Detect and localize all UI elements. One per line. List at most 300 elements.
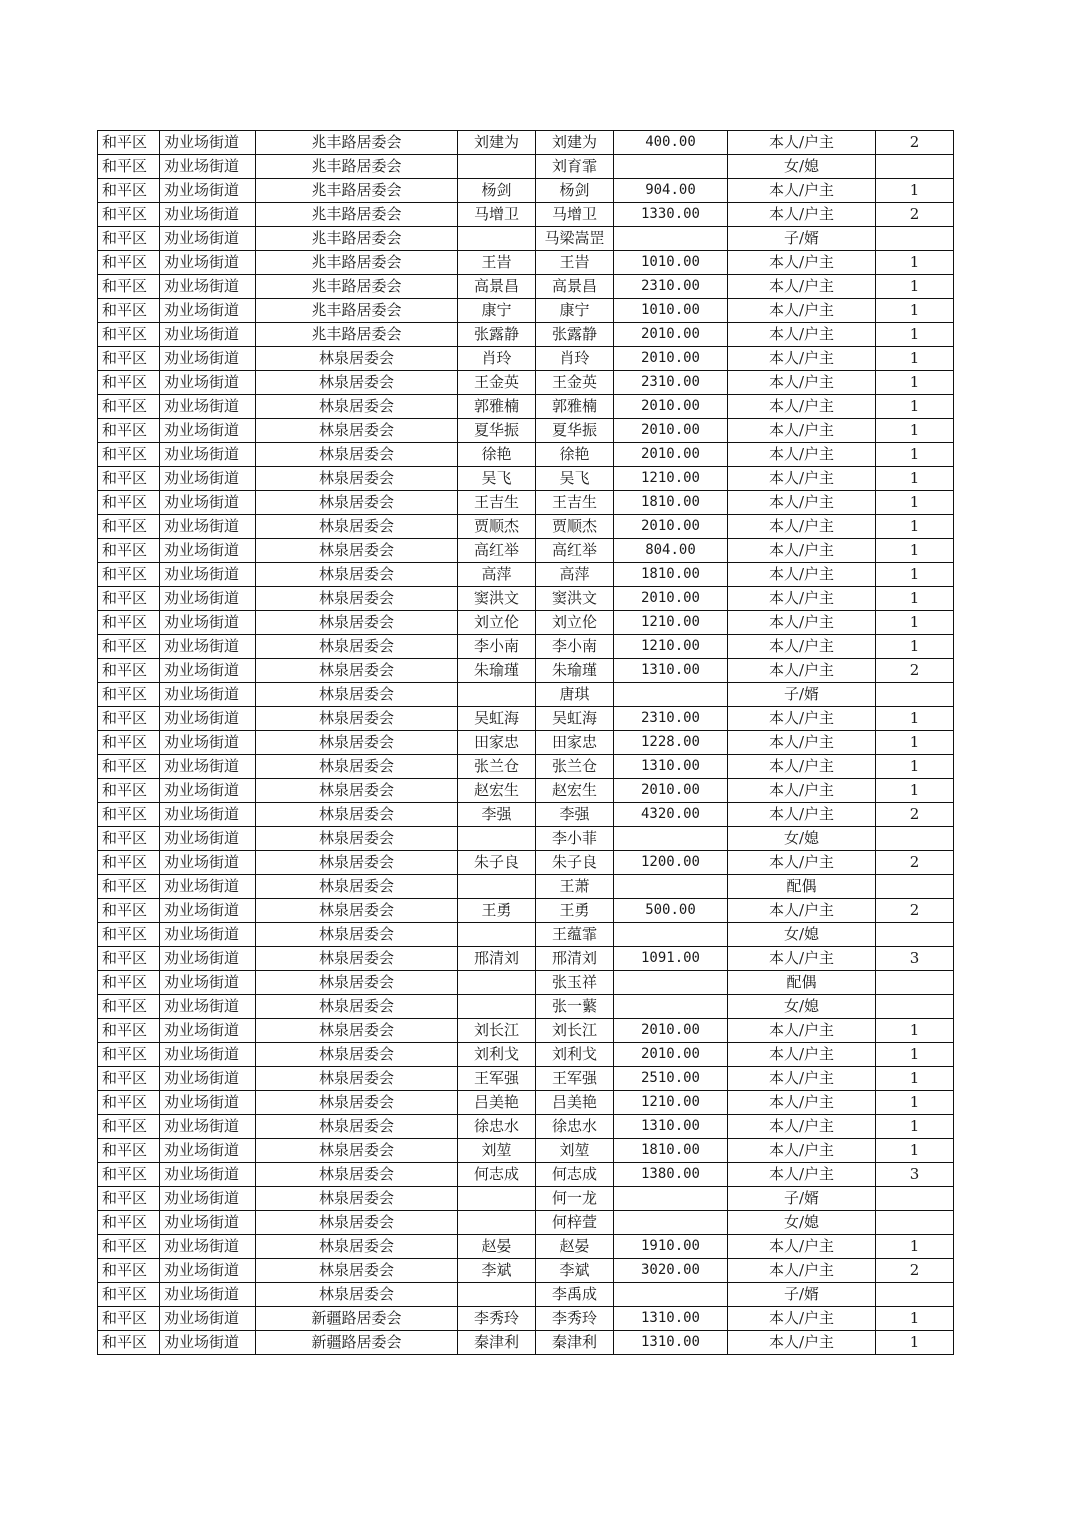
member-count-cell: 1 (876, 347, 954, 371)
member-count-cell: 1 (876, 1019, 954, 1043)
committee-cell: 林泉居委会 (256, 971, 458, 995)
household-head-cell: 窦洪文 (458, 587, 536, 611)
member-count-cell: 1 (876, 1331, 954, 1355)
household-head-cell: 王金英 (458, 371, 536, 395)
table-row (98, 1163, 954, 1187)
household-head-cell: 刘堃 (458, 1139, 536, 1163)
district-cell: 和平区 (98, 419, 160, 443)
committee-cell: 林泉居委会 (256, 923, 458, 947)
street-cell: 劝业场街道 (160, 731, 256, 755)
street-cell: 劝业场街道 (160, 203, 256, 227)
committee-cell: 林泉居委会 (256, 491, 458, 515)
member-count-cell: 1 (876, 587, 954, 611)
table-row (98, 227, 954, 251)
table-row (98, 827, 954, 851)
street-cell: 劝业场街道 (160, 611, 256, 635)
amount-cell: 1091.00 (614, 947, 728, 971)
amount-cell: 1810.00 (614, 563, 728, 587)
member-name-cell: 徐忠水 (536, 1115, 614, 1139)
district-cell: 和平区 (98, 275, 160, 299)
district-cell: 和平区 (98, 1211, 160, 1235)
amount-cell: 500.00 (614, 899, 728, 923)
district-cell: 和平区 (98, 731, 160, 755)
household-head-cell: 吴虹海 (458, 707, 536, 731)
table-row (98, 443, 954, 467)
member-count-cell: 1 (876, 563, 954, 587)
table-row (98, 515, 954, 539)
relation-cell: 本人/户主 (728, 1067, 876, 1091)
table-row (98, 683, 954, 707)
district-cell: 和平区 (98, 803, 160, 827)
committee-cell: 林泉居委会 (256, 563, 458, 587)
household-head-cell: 刘立伦 (458, 611, 536, 635)
amount-cell: 3020.00 (614, 1259, 728, 1283)
committee-cell: 林泉居委会 (256, 683, 458, 707)
amount-cell: 904.00 (614, 179, 728, 203)
committee-cell: 林泉居委会 (256, 875, 458, 899)
household-head-cell: 王旹 (458, 251, 536, 275)
member-name-cell: 李秀玲 (536, 1307, 614, 1331)
household-head-cell: 李强 (458, 803, 536, 827)
street-cell: 劝业场街道 (160, 347, 256, 371)
table-row (98, 1211, 954, 1235)
street-cell: 劝业场街道 (160, 659, 256, 683)
street-cell: 劝业场街道 (160, 1139, 256, 1163)
district-cell: 和平区 (98, 251, 160, 275)
committee-cell: 林泉居委会 (256, 347, 458, 371)
committee-cell: 林泉居委会 (256, 443, 458, 467)
member-name-cell: 高萍 (536, 563, 614, 587)
district-cell: 和平区 (98, 1307, 160, 1331)
street-cell: 劝业场街道 (160, 875, 256, 899)
member-name-cell: 刘立伦 (536, 611, 614, 635)
street-cell: 劝业场街道 (160, 635, 256, 659)
amount-cell: 2010.00 (614, 1043, 728, 1067)
street-cell: 劝业场街道 (160, 683, 256, 707)
committee-cell: 林泉居委会 (256, 731, 458, 755)
household-head-cell: 吕美艳 (458, 1091, 536, 1115)
household-head-cell: 朱瑜瑾 (458, 659, 536, 683)
relation-cell: 本人/户主 (728, 467, 876, 491)
relation-cell: 本人/户主 (728, 299, 876, 323)
household-head-cell: 刘建为 (458, 131, 536, 155)
member-count-cell: 2 (876, 131, 954, 155)
committee-cell: 林泉居委会 (256, 851, 458, 875)
household-head-cell (458, 1283, 536, 1307)
member-count-cell (876, 1187, 954, 1211)
household-head-cell: 吴飞 (458, 467, 536, 491)
committee-cell: 林泉居委会 (256, 803, 458, 827)
table-row (98, 323, 954, 347)
member-name-cell: 窦洪文 (536, 587, 614, 611)
household-head-cell: 贾顺杰 (458, 515, 536, 539)
member-count-cell: 1 (876, 731, 954, 755)
committee-cell: 林泉居委会 (256, 1019, 458, 1043)
household-head-cell (458, 683, 536, 707)
committee-cell: 林泉居委会 (256, 587, 458, 611)
relation-cell: 女/媳 (728, 827, 876, 851)
relation-cell: 本人/户主 (728, 515, 876, 539)
district-cell: 和平区 (98, 323, 160, 347)
committee-cell: 林泉居委会 (256, 1091, 458, 1115)
member-count-cell (876, 971, 954, 995)
relation-cell: 本人/户主 (728, 419, 876, 443)
street-cell: 劝业场街道 (160, 1331, 256, 1355)
committee-cell: 兆丰路居委会 (256, 299, 458, 323)
member-name-cell: 贾顺杰 (536, 515, 614, 539)
amount-cell: 1310.00 (614, 1307, 728, 1331)
member-name-cell: 肖玲 (536, 347, 614, 371)
member-count-cell: 2 (876, 851, 954, 875)
committee-cell: 林泉居委会 (256, 515, 458, 539)
street-cell: 劝业场街道 (160, 1307, 256, 1331)
committee-cell: 林泉居委会 (256, 1187, 458, 1211)
district-cell: 和平区 (98, 1019, 160, 1043)
member-count-cell (876, 155, 954, 179)
street-cell: 劝业场街道 (160, 419, 256, 443)
relation-cell: 本人/户主 (728, 635, 876, 659)
district-cell: 和平区 (98, 179, 160, 203)
district-cell: 和平区 (98, 611, 160, 635)
household-head-cell: 杨剑 (458, 179, 536, 203)
committee-cell: 林泉居委会 (256, 635, 458, 659)
street-cell: 劝业场街道 (160, 467, 256, 491)
household-head-cell: 高景昌 (458, 275, 536, 299)
street-cell: 劝业场街道 (160, 299, 256, 323)
amount-cell: 1010.00 (614, 299, 728, 323)
member-count-cell: 1 (876, 1091, 954, 1115)
table-row (98, 251, 954, 275)
committee-cell: 林泉居委会 (256, 1211, 458, 1235)
table-row (98, 1331, 954, 1355)
member-count-cell (876, 827, 954, 851)
committee-cell: 林泉居委会 (256, 899, 458, 923)
member-count-cell: 2 (876, 203, 954, 227)
table-row (98, 1283, 954, 1307)
table-row (98, 947, 954, 971)
relation-cell: 本人/户主 (728, 611, 876, 635)
relation-cell: 本人/户主 (728, 587, 876, 611)
table-row (98, 635, 954, 659)
member-count-cell: 1 (876, 1139, 954, 1163)
relation-cell: 配偶 (728, 971, 876, 995)
household-head-cell: 李秀玲 (458, 1307, 536, 1331)
district-cell: 和平区 (98, 347, 160, 371)
member-name-cell: 吴虹海 (536, 707, 614, 731)
committee-cell: 林泉居委会 (256, 1259, 458, 1283)
member-count-cell: 1 (876, 395, 954, 419)
household-head-cell: 何志成 (458, 1163, 536, 1187)
member-name-cell: 王金英 (536, 371, 614, 395)
relation-cell: 本人/户主 (728, 251, 876, 275)
relation-cell: 本人/户主 (728, 443, 876, 467)
household-head-cell: 刘利戈 (458, 1043, 536, 1067)
amount-cell (614, 1283, 728, 1307)
street-cell: 劝业场街道 (160, 563, 256, 587)
table-row (98, 995, 954, 1019)
street-cell: 劝业场街道 (160, 275, 256, 299)
amount-cell: 1380.00 (614, 1163, 728, 1187)
table-row (98, 755, 954, 779)
household-head-cell (458, 923, 536, 947)
member-name-cell: 吴飞 (536, 467, 614, 491)
amount-cell: 1210.00 (614, 635, 728, 659)
district-cell: 和平区 (98, 491, 160, 515)
street-cell: 劝业场街道 (160, 323, 256, 347)
member-name-cell: 杨剑 (536, 179, 614, 203)
member-name-cell: 赵宏生 (536, 779, 614, 803)
street-cell: 劝业场街道 (160, 803, 256, 827)
committee-cell: 林泉居委会 (256, 1163, 458, 1187)
street-cell: 劝业场街道 (160, 179, 256, 203)
member-name-cell: 刘长江 (536, 1019, 614, 1043)
committee-cell: 新疆路居委会 (256, 1307, 458, 1331)
district-cell: 和平区 (98, 371, 160, 395)
amount-cell: 2010.00 (614, 515, 728, 539)
table-row (98, 419, 954, 443)
relation-cell: 本人/户主 (728, 947, 876, 971)
amount-cell: 2010.00 (614, 323, 728, 347)
table-row (98, 659, 954, 683)
street-cell: 劝业场街道 (160, 155, 256, 179)
member-count-cell: 2 (876, 899, 954, 923)
district-cell: 和平区 (98, 923, 160, 947)
table-row (98, 1043, 954, 1067)
relation-cell: 本人/户主 (728, 1043, 876, 1067)
member-count-cell: 1 (876, 635, 954, 659)
committee-cell: 兆丰路居委会 (256, 275, 458, 299)
committee-cell: 林泉居委会 (256, 371, 458, 395)
table-row (98, 1139, 954, 1163)
relation-cell: 本人/户主 (728, 539, 876, 563)
district-cell: 和平区 (98, 1043, 160, 1067)
relation-cell: 本人/户主 (728, 347, 876, 371)
relation-cell: 女/媳 (728, 923, 876, 947)
member-count-cell: 1 (876, 419, 954, 443)
household-head-cell: 马增卫 (458, 203, 536, 227)
household-head-cell: 李斌 (458, 1259, 536, 1283)
district-cell: 和平区 (98, 707, 160, 731)
member-name-cell: 刘建为 (536, 131, 614, 155)
street-cell: 劝业场街道 (160, 1235, 256, 1259)
street-cell: 劝业场街道 (160, 851, 256, 875)
amount-cell (614, 923, 728, 947)
household-head-cell: 朱子良 (458, 851, 536, 875)
street-cell: 劝业场街道 (160, 755, 256, 779)
street-cell: 劝业场街道 (160, 995, 256, 1019)
street-cell: 劝业场街道 (160, 539, 256, 563)
amount-cell: 2010.00 (614, 779, 728, 803)
member-name-cell: 赵晏 (536, 1235, 614, 1259)
household-head-cell (458, 995, 536, 1019)
table-row (98, 1187, 954, 1211)
table-row (98, 1259, 954, 1283)
amount-cell: 1200.00 (614, 851, 728, 875)
committee-cell: 兆丰路居委会 (256, 251, 458, 275)
relation-cell: 本人/户主 (728, 1163, 876, 1187)
amount-cell (614, 683, 728, 707)
amount-cell (614, 1211, 728, 1235)
street-cell: 劝业场街道 (160, 971, 256, 995)
household-head-cell: 赵晏 (458, 1235, 536, 1259)
relation-cell: 女/媳 (728, 155, 876, 179)
table-row (98, 803, 954, 827)
member-name-cell: 马增卫 (536, 203, 614, 227)
amount-cell: 2010.00 (614, 395, 728, 419)
district-cell: 和平区 (98, 899, 160, 923)
household-head-cell: 夏华振 (458, 419, 536, 443)
member-count-cell: 1 (876, 1235, 954, 1259)
amount-cell (614, 971, 728, 995)
district-cell: 和平区 (98, 1331, 160, 1355)
amount-cell: 2010.00 (614, 443, 728, 467)
table-row (98, 395, 954, 419)
street-cell: 劝业场街道 (160, 1211, 256, 1235)
district-cell: 和平区 (98, 1163, 160, 1187)
member-count-cell (876, 227, 954, 251)
household-head-cell: 高红举 (458, 539, 536, 563)
member-count-cell: 1 (876, 755, 954, 779)
committee-cell: 兆丰路居委会 (256, 179, 458, 203)
relation-cell: 本人/户主 (728, 1019, 876, 1043)
amount-cell (614, 995, 728, 1019)
household-head-cell: 张露静 (458, 323, 536, 347)
member-count-cell: 1 (876, 371, 954, 395)
amount-cell: 1330.00 (614, 203, 728, 227)
committee-cell: 林泉居委会 (256, 1043, 458, 1067)
amount-cell: 1910.00 (614, 1235, 728, 1259)
street-cell: 劝业场街道 (160, 1115, 256, 1139)
household-head-cell (458, 827, 536, 851)
member-count-cell (876, 923, 954, 947)
committee-cell: 兆丰路居委会 (256, 227, 458, 251)
household-head-cell (458, 971, 536, 995)
district-cell: 和平区 (98, 515, 160, 539)
member-name-cell: 张兰仓 (536, 755, 614, 779)
district-cell: 和平区 (98, 851, 160, 875)
member-name-cell: 高景昌 (536, 275, 614, 299)
member-name-cell: 唐琪 (536, 683, 614, 707)
table-row (98, 971, 954, 995)
district-cell: 和平区 (98, 539, 160, 563)
amount-cell: 2310.00 (614, 371, 728, 395)
street-cell: 劝业场街道 (160, 395, 256, 419)
member-name-cell: 郭雅楠 (536, 395, 614, 419)
member-count-cell: 1 (876, 1043, 954, 1067)
district-cell: 和平区 (98, 395, 160, 419)
table-row (98, 1091, 954, 1115)
table-row (98, 731, 954, 755)
street-cell: 劝业场街道 (160, 1259, 256, 1283)
member-count-cell: 3 (876, 947, 954, 971)
amount-cell: 2510.00 (614, 1067, 728, 1091)
table-row (98, 707, 954, 731)
member-name-cell: 李强 (536, 803, 614, 827)
table-row (98, 1235, 954, 1259)
table-row (98, 203, 954, 227)
member-count-cell: 1 (876, 443, 954, 467)
member-count-cell: 1 (876, 1067, 954, 1091)
street-cell: 劝业场街道 (160, 1043, 256, 1067)
relation-cell: 本人/户主 (728, 659, 876, 683)
table-row (98, 875, 954, 899)
committee-cell: 林泉居委会 (256, 1139, 458, 1163)
amount-cell: 2010.00 (614, 587, 728, 611)
household-head-cell: 秦津利 (458, 1331, 536, 1355)
household-head-cell: 郭雅楠 (458, 395, 536, 419)
household-head-cell (458, 875, 536, 899)
household-head-cell: 李小南 (458, 635, 536, 659)
committee-cell: 林泉居委会 (256, 707, 458, 731)
street-cell: 劝业场街道 (160, 491, 256, 515)
district-cell: 和平区 (98, 1235, 160, 1259)
member-count-cell: 1 (876, 1307, 954, 1331)
member-count-cell: 1 (876, 179, 954, 203)
district-cell: 和平区 (98, 131, 160, 155)
street-cell: 劝业场街道 (160, 707, 256, 731)
street-cell: 劝业场街道 (160, 1187, 256, 1211)
member-count-cell: 1 (876, 515, 954, 539)
household-head-cell: 王军强 (458, 1067, 536, 1091)
relation-cell: 本人/户主 (728, 731, 876, 755)
relation-cell: 本人/户主 (728, 1235, 876, 1259)
member-count-cell: 1 (876, 611, 954, 635)
street-cell: 劝业场街道 (160, 443, 256, 467)
household-head-cell: 张兰仓 (458, 755, 536, 779)
amount-cell: 1310.00 (614, 755, 728, 779)
district-cell: 和平区 (98, 1283, 160, 1307)
district-cell: 和平区 (98, 1187, 160, 1211)
household-head-cell (458, 155, 536, 179)
district-cell: 和平区 (98, 1115, 160, 1139)
data-table (97, 130, 954, 1355)
amount-cell (614, 875, 728, 899)
table-row (98, 1067, 954, 1091)
amount-cell: 1310.00 (614, 659, 728, 683)
member-name-cell: 王吉生 (536, 491, 614, 515)
street-cell: 劝业场街道 (160, 827, 256, 851)
relation-cell: 本人/户主 (728, 1139, 876, 1163)
district-cell: 和平区 (98, 155, 160, 179)
household-head-cell: 王勇 (458, 899, 536, 923)
table-row (98, 539, 954, 563)
member-name-cell: 康宁 (536, 299, 614, 323)
street-cell: 劝业场街道 (160, 923, 256, 947)
street-cell: 劝业场街道 (160, 1283, 256, 1307)
table-row (98, 923, 954, 947)
committee-cell: 林泉居委会 (256, 827, 458, 851)
committee-cell: 林泉居委会 (256, 419, 458, 443)
committee-cell: 兆丰路居委会 (256, 203, 458, 227)
district-cell: 和平区 (98, 587, 160, 611)
committee-cell: 林泉居委会 (256, 611, 458, 635)
amount-cell: 1310.00 (614, 1331, 728, 1355)
relation-cell: 女/媳 (728, 995, 876, 1019)
member-name-cell: 朱瑜瑾 (536, 659, 614, 683)
member-name-cell: 刘堃 (536, 1139, 614, 1163)
district-cell: 和平区 (98, 443, 160, 467)
amount-cell: 400.00 (614, 131, 728, 155)
amount-cell (614, 155, 728, 179)
committee-cell: 林泉居委会 (256, 539, 458, 563)
member-count-cell: 1 (876, 779, 954, 803)
street-cell: 劝业场街道 (160, 1091, 256, 1115)
relation-cell: 子/婿 (728, 227, 876, 251)
table-row (98, 179, 954, 203)
table-row (98, 155, 954, 179)
district-cell: 和平区 (98, 971, 160, 995)
committee-cell: 兆丰路居委会 (256, 155, 458, 179)
